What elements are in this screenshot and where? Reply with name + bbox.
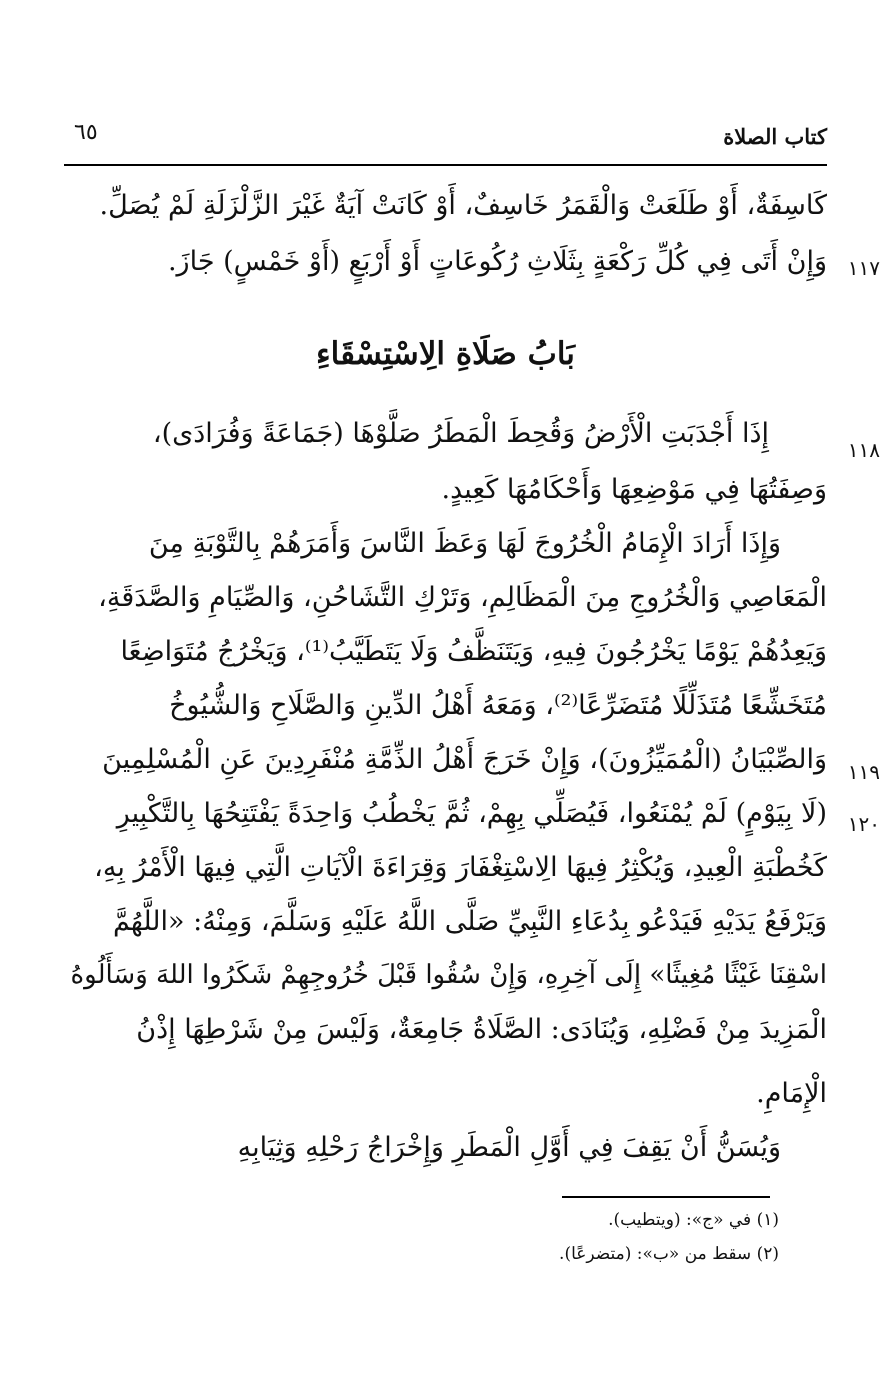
section-number: ١٢٠ <box>847 812 880 836</box>
text-line: إِذَا أَجْدَبَتِ الْأَرْضُ وَقُحِطَ الْمَطَرُ صَلَّوْهَا (جَمَاعَةً وَفُرَادَى)، <box>152 418 769 449</box>
section-number: ١١٩ <box>847 760 880 784</box>
text-line: مُتَخَشِّعًا مُتَذَلِّلًا مُتَضَرِّعًا⁽²⁾، وَمَعَهُ أَهْلُ الدِّينِ وَالصَّلَاحِ وَالشُّيُوخُ <box>169 690 827 721</box>
text-line: الْإِمَامِ. <box>756 1078 827 1109</box>
text-line: كَخُطْبَةِ الْعِيدِ، وَيُكْثِرُ فِيهَا الِاسْتِغْفَارَ وَقِرَاءَةَ الْآيَاتِ الَّتِي فِيهَا الْأَمْرُ بِهِ، <box>94 852 827 883</box>
text-line: وَيَرْفَعُ يَدَيْهِ فَيَدْعُو بِدُعَاءِ النَّبِيِّ صَلَّى اللَّهُ عَلَيْهِ وَسَلَّمَ، وَمِنْهُ: «اللَّهُمَّ <box>112 906 827 937</box>
section-number: ١١٨ <box>847 438 880 462</box>
text-line: اسْقِنَا غَيْثًا مُغِيثًا» إِلَى آخِرِهِ، وَإِنْ سُقُوا قَبْلَ خُرُوجِهِمْ شَكَرُوا اللهَ وَسَأَلُوهُ <box>70 960 827 990</box>
chapter-heading: بَابُ صَلَاةِ الِاسْتِسْقَاءِ <box>316 336 575 372</box>
text-line: وَيَعِدُهُمْ يَوْمًا يَخْرُجُونَ فِيهِ، وَيَتَنَظَّفُ وَلَا يَتَطَيَّبُ⁽¹⁾، وَيَخْرُجُ مُتَوَاضِعًا <box>120 636 827 667</box>
header-rule <box>64 164 827 166</box>
text-line: كَاسِفَةٌ، أَوْ طَلَعَتْ وَالْقَمَرُ خَاسِفٌ، أَوْ كَانَتْ آيَةٌ غَيْرَ الزَّلْزَلَةِ لَمْ يُصَلِّ. <box>99 190 827 221</box>
text-line: الْمَزِيدَ مِنْ فَضْلِهِ، وَيُنَادَى: الصَّلَاةُ جَامِعَةٌ، وَلَيْسَ مِنْ شَرْطِهَا إِذْنُ <box>136 1014 827 1045</box>
section-number: ١١٧ <box>847 256 880 280</box>
footnote: (١) في «ج»: (ويتطيب). <box>608 1210 779 1230</box>
footnote: (٢) سقط من «ب»: (متضرعًا). <box>559 1244 779 1264</box>
text-line: وَالصِّبْيَانُ (الْمُمَيِّزُونَ)، وَإِنْ خَرَجَ أَهْلُ الذِّمَّةِ مُنْفَرِدِينَ عَنِ الْمُسْلِمِينَ <box>102 744 827 775</box>
text-line: الْمَعَاصِي وَالْخُرُوجِ مِنَ الْمَظَالِمِ، وَتَرْكِ التَّشَاحُنِ، وَالصِّيَامِ وَالصَّدَقَةِ، <box>98 582 827 613</box>
footnote-rule <box>562 1196 770 1198</box>
page-number: ٦٥ <box>74 120 98 145</box>
text-line: وَيُسَنُّ أَنْ يَقِفَ فِي أَوَّلِ الْمَطَرِ وَإِخْرَاجُ رَحْلِهِ وَثِيَابِهِ <box>237 1132 781 1163</box>
text-line: (لَا بِيَوْمٍ) لَمْ يُمْنَعُوا، فَيُصَلِّي بِهِمْ، ثُمَّ يَخْطُبُ وَاحِدَةً يَفْتَتِحُهَا بِالتَّكْبِيرِ <box>116 798 827 829</box>
text-line: وَإِذَا أَرَادَ الْإِمَامُ الْخُرُوجَ لَهَا وَعَظَ النَّاسَ وَأَمَرَهُمْ بِالتَّوْبَةِ مِنَ <box>148 528 781 559</box>
text-line: وَصِفَتُهَا فِي مَوْضِعِهَا وَأَحْكَامُهَا كَعِيدٍ. <box>441 474 827 505</box>
running-header-title: كتاب الصلاة <box>723 124 827 149</box>
text-line: وَإِنْ أَتَى فِي كُلِّ رَكْعَةٍ بِثَلَاثِ رُكُوعَاتٍ أَوْ أَرْبَعٍ (أَوْ خَمْسٍ) جَازَ. <box>167 246 827 277</box>
